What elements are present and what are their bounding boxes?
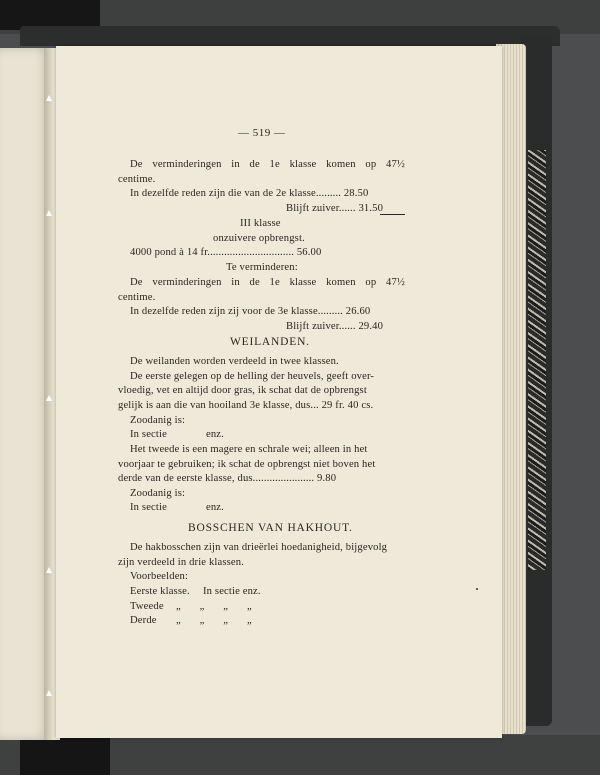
sum-underline xyxy=(380,214,405,215)
text-line: In sectie xyxy=(130,429,167,440)
text-line: gelijk is aan die van hooiland 3e klasse, dus... 29 fr. 40 cs. xyxy=(118,400,374,411)
text-line: In sectie xyxy=(130,502,167,513)
text-line: Derde xyxy=(130,615,157,626)
binding-stitch xyxy=(46,567,52,575)
text-line: voorjaar te gebruiken; ik schat de opbrengst niet boven het xyxy=(118,459,376,470)
binding-stitch xyxy=(46,690,52,698)
text-line: De hakbosschen zijn van drieërlei hoedanigheid, bijgevolg xyxy=(130,542,388,553)
marbled-edge xyxy=(528,150,546,570)
text-line: Zoodanig is: xyxy=(130,488,186,499)
text-line: Eerste klasse. xyxy=(130,586,190,597)
binding-stitch xyxy=(46,210,52,218)
class-heading: III klasse xyxy=(240,218,281,229)
text-line: 4000 pond à 14 fr............................... 56.00 xyxy=(130,247,322,258)
ink-speck xyxy=(476,588,478,590)
page-number: — 519 — xyxy=(238,127,286,139)
text-line: derde van de eerste klasse, dus...................... 9.80 xyxy=(118,473,337,484)
text-line: vloedig, vet en altijd door gras, ik schat dat de opbrengst xyxy=(118,385,367,396)
text-line: centime. xyxy=(118,174,156,185)
ditto-marks: „ „ „ „ xyxy=(176,615,252,626)
text-line: De weilanden worden verdeeld in twee klassen. xyxy=(130,356,339,367)
text-line: onzuivere opbrengst. xyxy=(213,233,305,244)
left-page xyxy=(0,48,50,740)
binding-stitch xyxy=(46,95,52,103)
text-line: De verminderingen in de 1e klasse komen op 47½ xyxy=(130,277,405,288)
ditto-marks: „ „ „ „ xyxy=(176,601,252,612)
text-line: In dezelfde reden zijn die van de 2e klasse......... 28.50 xyxy=(130,188,369,199)
text-line: enz. xyxy=(206,502,224,513)
text-line: enz. xyxy=(206,429,224,440)
text-line: In sectie enz. xyxy=(203,586,261,597)
text-line: In dezelfde reden zijn zij voor de 3e klasse......... 26.60 xyxy=(130,306,371,317)
binding-stitch xyxy=(46,395,52,403)
text-line: Blijft zuiver...... 31.50 xyxy=(286,203,384,214)
book-cover-top xyxy=(20,26,560,46)
text-line: zijn verdeeld in drie klassen. xyxy=(118,557,244,568)
text-line: De eerste gelegen op de helling der heuvels, geeft over- xyxy=(130,371,375,382)
section-heading-bosschen: BOSSCHEN VAN HAKHOUT. xyxy=(188,522,353,534)
text-line: Het tweede is een magere en schrale wei; alleen in het xyxy=(130,444,368,455)
text-line: Voorbeelden: xyxy=(130,571,189,582)
text-line: Zoodanig is: xyxy=(130,415,186,426)
text-line: Tweede xyxy=(130,601,164,612)
section-heading-weilanden: WEILANDEN. xyxy=(230,336,310,348)
text-line: Blijft zuiver...... 29.40 xyxy=(286,321,384,332)
text-line: De verminderingen in de 1e klasse komen op 47½ xyxy=(130,159,405,170)
text-line: centime. xyxy=(118,292,156,303)
background-bottom-left xyxy=(20,738,110,775)
text-line: Te verminderen: xyxy=(226,262,298,273)
